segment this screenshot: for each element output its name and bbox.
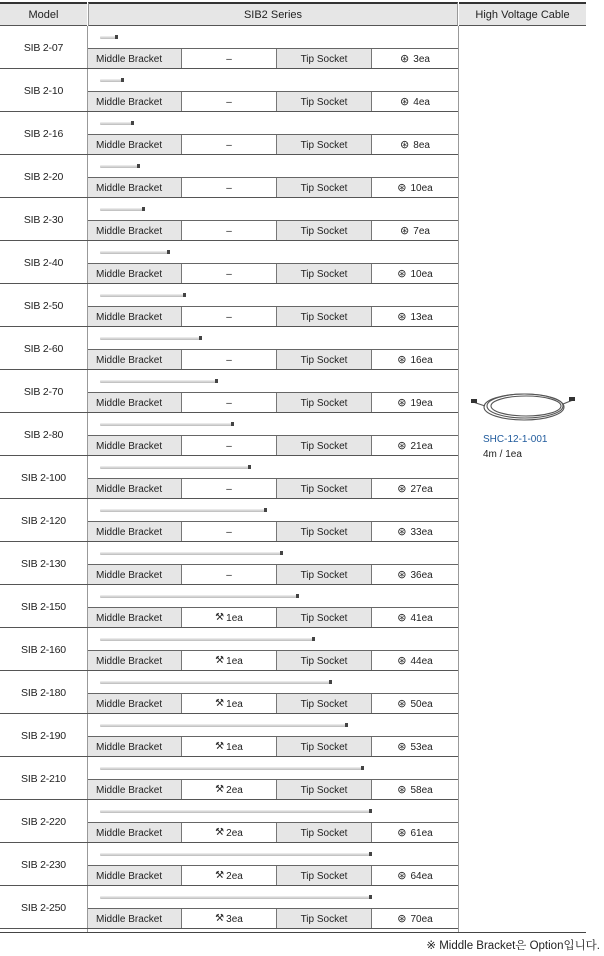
middle-bracket-label: Middle Bracket bbox=[88, 737, 182, 757]
middle-bracket-qty bbox=[182, 307, 276, 327]
table-row bbox=[0, 843, 458, 886]
table-row bbox=[0, 542, 458, 585]
bracket-icon: ⚒ bbox=[215, 612, 225, 623]
middle-bracket-label: Middle Bracket bbox=[88, 436, 182, 456]
model-name: SIB 2-130 bbox=[21, 557, 66, 570]
socket-count: 4ea bbox=[413, 96, 430, 108]
middle-bracket-label: Middle Bracket bbox=[88, 264, 182, 284]
middle-bracket-qty bbox=[182, 608, 276, 628]
socket-icon: ⊛ bbox=[397, 181, 407, 194]
table-row bbox=[0, 499, 458, 542]
socket-count: 10ea bbox=[410, 268, 433, 280]
middle-bracket-qty bbox=[182, 436, 276, 456]
tip-socket-label: Tip Socket bbox=[276, 307, 372, 327]
socket-count: 70ea bbox=[410, 913, 433, 925]
lamp-image bbox=[100, 767, 362, 770]
table-row bbox=[0, 628, 458, 671]
model-name: SIB 2-60 bbox=[23, 342, 64, 355]
bracket-none: – bbox=[226, 569, 232, 581]
socket-count: 36ea bbox=[410, 569, 433, 581]
tip-socket-qty bbox=[372, 350, 458, 370]
model-name: SIB 2-210 bbox=[21, 772, 66, 785]
lamp-image bbox=[100, 36, 116, 39]
accessory-row bbox=[88, 908, 458, 929]
middle-bracket-label: Middle Bracket bbox=[88, 866, 182, 886]
socket-icon: ⊛ bbox=[397, 740, 407, 753]
bracket-count: 2ea bbox=[226, 784, 243, 796]
bracket-none: – bbox=[226, 139, 232, 151]
accessory-row bbox=[88, 693, 458, 714]
bracket-count: 1ea bbox=[226, 741, 243, 753]
socket-count: 8ea bbox=[413, 139, 430, 151]
socket-icon: ⊛ bbox=[400, 52, 410, 65]
model-name: SIB 2-160 bbox=[21, 643, 66, 656]
tip-socket-qty bbox=[372, 737, 458, 757]
tip-socket-qty bbox=[372, 823, 458, 843]
middle-bracket-label: Middle Bracket bbox=[88, 694, 182, 714]
table-row bbox=[0, 327, 458, 370]
lamp-image bbox=[100, 595, 297, 598]
table-row bbox=[0, 69, 458, 112]
tip-socket-label: Tip Socket bbox=[276, 264, 372, 284]
table-row bbox=[0, 155, 458, 198]
tip-socket-label: Tip Socket bbox=[276, 909, 372, 929]
middle-bracket-label: Middle Bracket bbox=[88, 823, 182, 843]
middle-bracket-label: Middle Bracket bbox=[88, 479, 182, 499]
socket-count: 58ea bbox=[410, 784, 433, 796]
bracket-none: – bbox=[226, 354, 232, 366]
socket-icon: ⊛ bbox=[397, 396, 407, 409]
socket-icon: ⊛ bbox=[397, 912, 407, 925]
lamp-image bbox=[100, 251, 168, 254]
accessory-row bbox=[88, 607, 458, 628]
middle-bracket-qty bbox=[182, 135, 276, 155]
socket-count: 50ea bbox=[410, 698, 433, 710]
table-row bbox=[0, 585, 458, 628]
middle-bracket-qty bbox=[182, 866, 276, 886]
model-name: SIB 2-70 bbox=[23, 385, 64, 398]
middle-bracket-qty bbox=[182, 694, 276, 714]
bracket-none: – bbox=[226, 483, 232, 495]
tip-socket-label: Tip Socket bbox=[276, 135, 372, 155]
middle-bracket-label: Middle Bracket bbox=[88, 909, 182, 929]
tip-socket-label: Tip Socket bbox=[276, 780, 372, 800]
middle-bracket-qty bbox=[182, 178, 276, 198]
middle-bracket-qty bbox=[182, 350, 276, 370]
lamp-image bbox=[100, 853, 370, 856]
middle-bracket-qty bbox=[182, 221, 276, 241]
accessory-row bbox=[88, 306, 458, 327]
bracket-count: 2ea bbox=[226, 870, 243, 882]
socket-icon: ⊛ bbox=[400, 95, 410, 108]
bracket-icon: ⚒ bbox=[215, 913, 225, 924]
lamp-image bbox=[100, 122, 132, 125]
lamp-image bbox=[100, 681, 330, 684]
tip-socket-qty bbox=[372, 565, 458, 585]
tip-socket-qty bbox=[372, 866, 458, 886]
accessory-row bbox=[88, 392, 458, 413]
tip-socket-label: Tip Socket bbox=[276, 651, 372, 671]
socket-icon: ⊛ bbox=[397, 439, 407, 452]
model-name: SIB 2-100 bbox=[21, 471, 66, 484]
tip-socket-qty bbox=[372, 436, 458, 456]
table-row bbox=[0, 112, 458, 155]
model-name: SIB 2-190 bbox=[21, 729, 66, 742]
bracket-count: 1ea bbox=[226, 698, 243, 710]
model-name: SIB 2-16 bbox=[23, 127, 64, 140]
middle-bracket-label: Middle Bracket bbox=[88, 393, 182, 413]
middle-bracket-qty bbox=[182, 92, 276, 112]
tip-socket-label: Tip Socket bbox=[276, 350, 372, 370]
bracket-count: 1ea bbox=[226, 655, 243, 667]
accessory-row bbox=[88, 349, 458, 370]
socket-icon: ⊛ bbox=[397, 869, 407, 882]
socket-count: 61ea bbox=[410, 827, 433, 839]
tip-socket-qty bbox=[372, 92, 458, 112]
socket-icon: ⊛ bbox=[397, 525, 407, 538]
bracket-count: 3ea bbox=[226, 913, 243, 925]
tip-socket-qty bbox=[372, 178, 458, 198]
middle-bracket-label: Middle Bracket bbox=[88, 350, 182, 370]
tip-socket-label: Tip Socket bbox=[276, 436, 372, 456]
middle-bracket-label: Middle Bracket bbox=[88, 178, 182, 198]
tip-socket-qty bbox=[372, 522, 458, 542]
tip-socket-qty bbox=[372, 780, 458, 800]
header-series: SIB2 Series bbox=[88, 2, 458, 26]
middle-bracket-label: Middle Bracket bbox=[88, 307, 182, 327]
bracket-none: – bbox=[226, 440, 232, 452]
bracket-icon: ⚒ bbox=[215, 741, 225, 752]
middle-bracket-qty bbox=[182, 565, 276, 585]
tip-socket-qty bbox=[372, 479, 458, 499]
lamp-image bbox=[100, 638, 313, 641]
socket-icon: ⊛ bbox=[397, 568, 407, 581]
socket-count: 19ea bbox=[410, 397, 433, 409]
bracket-count: 1ea bbox=[226, 612, 243, 624]
lamp-image bbox=[100, 79, 122, 82]
model-name: SIB 2-50 bbox=[23, 299, 64, 312]
tip-socket-label: Tip Socket bbox=[276, 178, 372, 198]
header-cable: High Voltage Cable bbox=[459, 2, 586, 26]
model-name: SIB 2-40 bbox=[23, 256, 64, 269]
socket-icon: ⊛ bbox=[397, 611, 407, 624]
middle-bracket-label: Middle Bracket bbox=[88, 651, 182, 671]
tip-socket-label: Tip Socket bbox=[276, 92, 372, 112]
socket-icon: ⊛ bbox=[397, 353, 407, 366]
accessory-row bbox=[88, 822, 458, 843]
lamp-image bbox=[100, 810, 370, 813]
middle-bracket-qty bbox=[182, 393, 276, 413]
accessory-row bbox=[88, 48, 458, 69]
socket-icon: ⊛ bbox=[400, 224, 410, 237]
table-row bbox=[0, 284, 458, 327]
model-name: SIB 2-250 bbox=[21, 901, 66, 914]
socket-count: 10ea bbox=[410, 182, 433, 194]
tip-socket-label: Tip Socket bbox=[276, 823, 372, 843]
accessory-row bbox=[88, 779, 458, 800]
tip-socket-label: Tip Socket bbox=[276, 221, 372, 241]
socket-count: 44ea bbox=[410, 655, 433, 667]
lamp-image bbox=[100, 380, 216, 383]
middle-bracket-label: Middle Bracket bbox=[88, 565, 182, 585]
tip-socket-label: Tip Socket bbox=[276, 522, 372, 542]
middle-bracket-label: Middle Bracket bbox=[88, 221, 182, 241]
socket-icon: ⊛ bbox=[397, 267, 407, 280]
cable-qty: 4m / 1ea bbox=[483, 449, 522, 460]
socket-count: 3ea bbox=[413, 53, 430, 65]
socket-count: 16ea bbox=[410, 354, 433, 366]
socket-count: 41ea bbox=[410, 612, 433, 624]
table-row bbox=[0, 757, 458, 800]
bracket-none: – bbox=[226, 96, 232, 108]
model-name: SIB 2-230 bbox=[21, 858, 66, 871]
socket-count: 64ea bbox=[410, 870, 433, 882]
socket-count: 27ea bbox=[410, 483, 433, 495]
middle-bracket-label: Middle Bracket bbox=[88, 522, 182, 542]
bracket-count: 2ea bbox=[226, 827, 243, 839]
tip-socket-qty bbox=[372, 221, 458, 241]
tip-socket-label: Tip Socket bbox=[276, 393, 372, 413]
model-name: SIB 2-30 bbox=[23, 213, 64, 226]
tip-socket-qty bbox=[372, 608, 458, 628]
bracket-none: – bbox=[226, 526, 232, 538]
table-row bbox=[0, 886, 458, 929]
accessory-row bbox=[88, 650, 458, 671]
bracket-icon: ⚒ bbox=[215, 870, 225, 881]
tip-socket-label: Tip Socket bbox=[276, 608, 372, 628]
accessory-row bbox=[88, 521, 458, 542]
table-row bbox=[0, 800, 458, 843]
model-name: SIB 2-120 bbox=[21, 514, 66, 527]
middle-bracket-label: Middle Bracket bbox=[88, 49, 182, 69]
socket-icon: ⊛ bbox=[397, 654, 407, 667]
accessory-row bbox=[88, 134, 458, 155]
model-name: SIB 2-07 bbox=[23, 41, 64, 54]
accessory-row bbox=[88, 177, 458, 198]
table-row bbox=[0, 241, 458, 284]
tip-socket-qty bbox=[372, 651, 458, 671]
socket-icon: ⊛ bbox=[397, 826, 407, 839]
socket-icon: ⊛ bbox=[397, 697, 407, 710]
middle-bracket-qty bbox=[182, 909, 276, 929]
lamp-image bbox=[100, 208, 143, 211]
tip-socket-qty bbox=[372, 307, 458, 327]
middle-bracket-qty bbox=[182, 651, 276, 671]
middle-bracket-qty bbox=[182, 264, 276, 284]
socket-count: 13ea bbox=[410, 311, 433, 323]
model-name: SIB 2-220 bbox=[21, 815, 66, 828]
tip-socket-label: Tip Socket bbox=[276, 565, 372, 585]
tip-socket-label: Tip Socket bbox=[276, 49, 372, 69]
middle-bracket-qty bbox=[182, 823, 276, 843]
table-row bbox=[0, 413, 458, 456]
socket-icon: ⊛ bbox=[397, 482, 407, 495]
cable-code: SHC-12-1-001 bbox=[483, 434, 548, 445]
accessory-row bbox=[88, 263, 458, 284]
tip-socket-qty bbox=[372, 135, 458, 155]
accessory-row bbox=[88, 865, 458, 886]
middle-bracket-label: Middle Bracket bbox=[88, 780, 182, 800]
table-row bbox=[0, 714, 458, 757]
middle-bracket-qty bbox=[182, 737, 276, 757]
bracket-icon: ⚒ bbox=[215, 784, 225, 795]
bracket-icon: ⚒ bbox=[215, 827, 225, 838]
middle-bracket-label: Middle Bracket bbox=[88, 135, 182, 155]
accessory-row bbox=[88, 736, 458, 757]
lamp-image bbox=[100, 552, 281, 555]
model-name: SIB 2-180 bbox=[21, 686, 66, 699]
model-name: SIB 2-10 bbox=[23, 84, 64, 97]
accessory-row bbox=[88, 91, 458, 112]
middle-bracket-qty bbox=[182, 780, 276, 800]
tip-socket-qty bbox=[372, 49, 458, 69]
socket-count: 21ea bbox=[410, 440, 433, 452]
tip-socket-label: Tip Socket bbox=[276, 479, 372, 499]
bracket-icon: ⚒ bbox=[215, 698, 225, 709]
cable-cell bbox=[459, 26, 586, 932]
model-name: SIB 2-80 bbox=[23, 428, 64, 441]
table-row bbox=[0, 370, 458, 413]
tip-socket-qty bbox=[372, 909, 458, 929]
middle-bracket-qty bbox=[182, 479, 276, 499]
bracket-none: – bbox=[226, 182, 232, 194]
table-row bbox=[0, 26, 458, 69]
lamp-image bbox=[100, 165, 138, 168]
row-divider bbox=[0, 928, 458, 929]
table-bottom-rule bbox=[0, 932, 586, 933]
tip-socket-qty bbox=[372, 393, 458, 413]
tip-socket-label: Tip Socket bbox=[276, 737, 372, 757]
socket-count: 53ea bbox=[410, 741, 433, 753]
lamp-image bbox=[100, 294, 184, 297]
middle-bracket-label: Middle Bracket bbox=[88, 608, 182, 628]
lamp-image bbox=[100, 466, 249, 469]
lamp-image bbox=[100, 724, 346, 727]
bracket-none: – bbox=[226, 311, 232, 323]
bracket-none: – bbox=[226, 53, 232, 65]
tip-socket-qty bbox=[372, 694, 458, 714]
socket-count: 33ea bbox=[410, 526, 433, 538]
model-name: SIB 2-20 bbox=[23, 170, 64, 183]
accessory-row bbox=[88, 435, 458, 456]
accessory-row bbox=[88, 478, 458, 499]
socket-icon: ⊛ bbox=[397, 310, 407, 323]
bracket-none: – bbox=[226, 397, 232, 409]
footnote: ※ Middle Bracket은 Option입니다. bbox=[426, 940, 600, 952]
middle-bracket-qty bbox=[182, 522, 276, 542]
lamp-image bbox=[100, 896, 370, 899]
lamp-image bbox=[100, 509, 265, 512]
bracket-none: – bbox=[226, 225, 232, 237]
middle-bracket-qty bbox=[182, 49, 276, 69]
lamp-image bbox=[100, 423, 232, 426]
bracket-none: – bbox=[226, 268, 232, 280]
table-row bbox=[0, 671, 458, 714]
socket-icon: ⊛ bbox=[400, 138, 410, 151]
tip-socket-label: Tip Socket bbox=[276, 694, 372, 714]
table-row bbox=[0, 456, 458, 499]
lamp-image bbox=[100, 337, 200, 340]
accessory-row bbox=[88, 564, 458, 585]
tip-socket-qty bbox=[372, 264, 458, 284]
table-row bbox=[0, 198, 458, 241]
middle-bracket-label: Middle Bracket bbox=[88, 92, 182, 112]
socket-count: 7ea bbox=[413, 225, 430, 237]
tip-socket-label: Tip Socket bbox=[276, 866, 372, 886]
cable-coil-image bbox=[471, 384, 575, 428]
accessory-row bbox=[88, 220, 458, 241]
model-name: SIB 2-150 bbox=[21, 600, 66, 613]
socket-icon: ⊛ bbox=[397, 783, 407, 796]
header-model: Model bbox=[0, 2, 87, 26]
bracket-icon: ⚒ bbox=[215, 655, 225, 666]
